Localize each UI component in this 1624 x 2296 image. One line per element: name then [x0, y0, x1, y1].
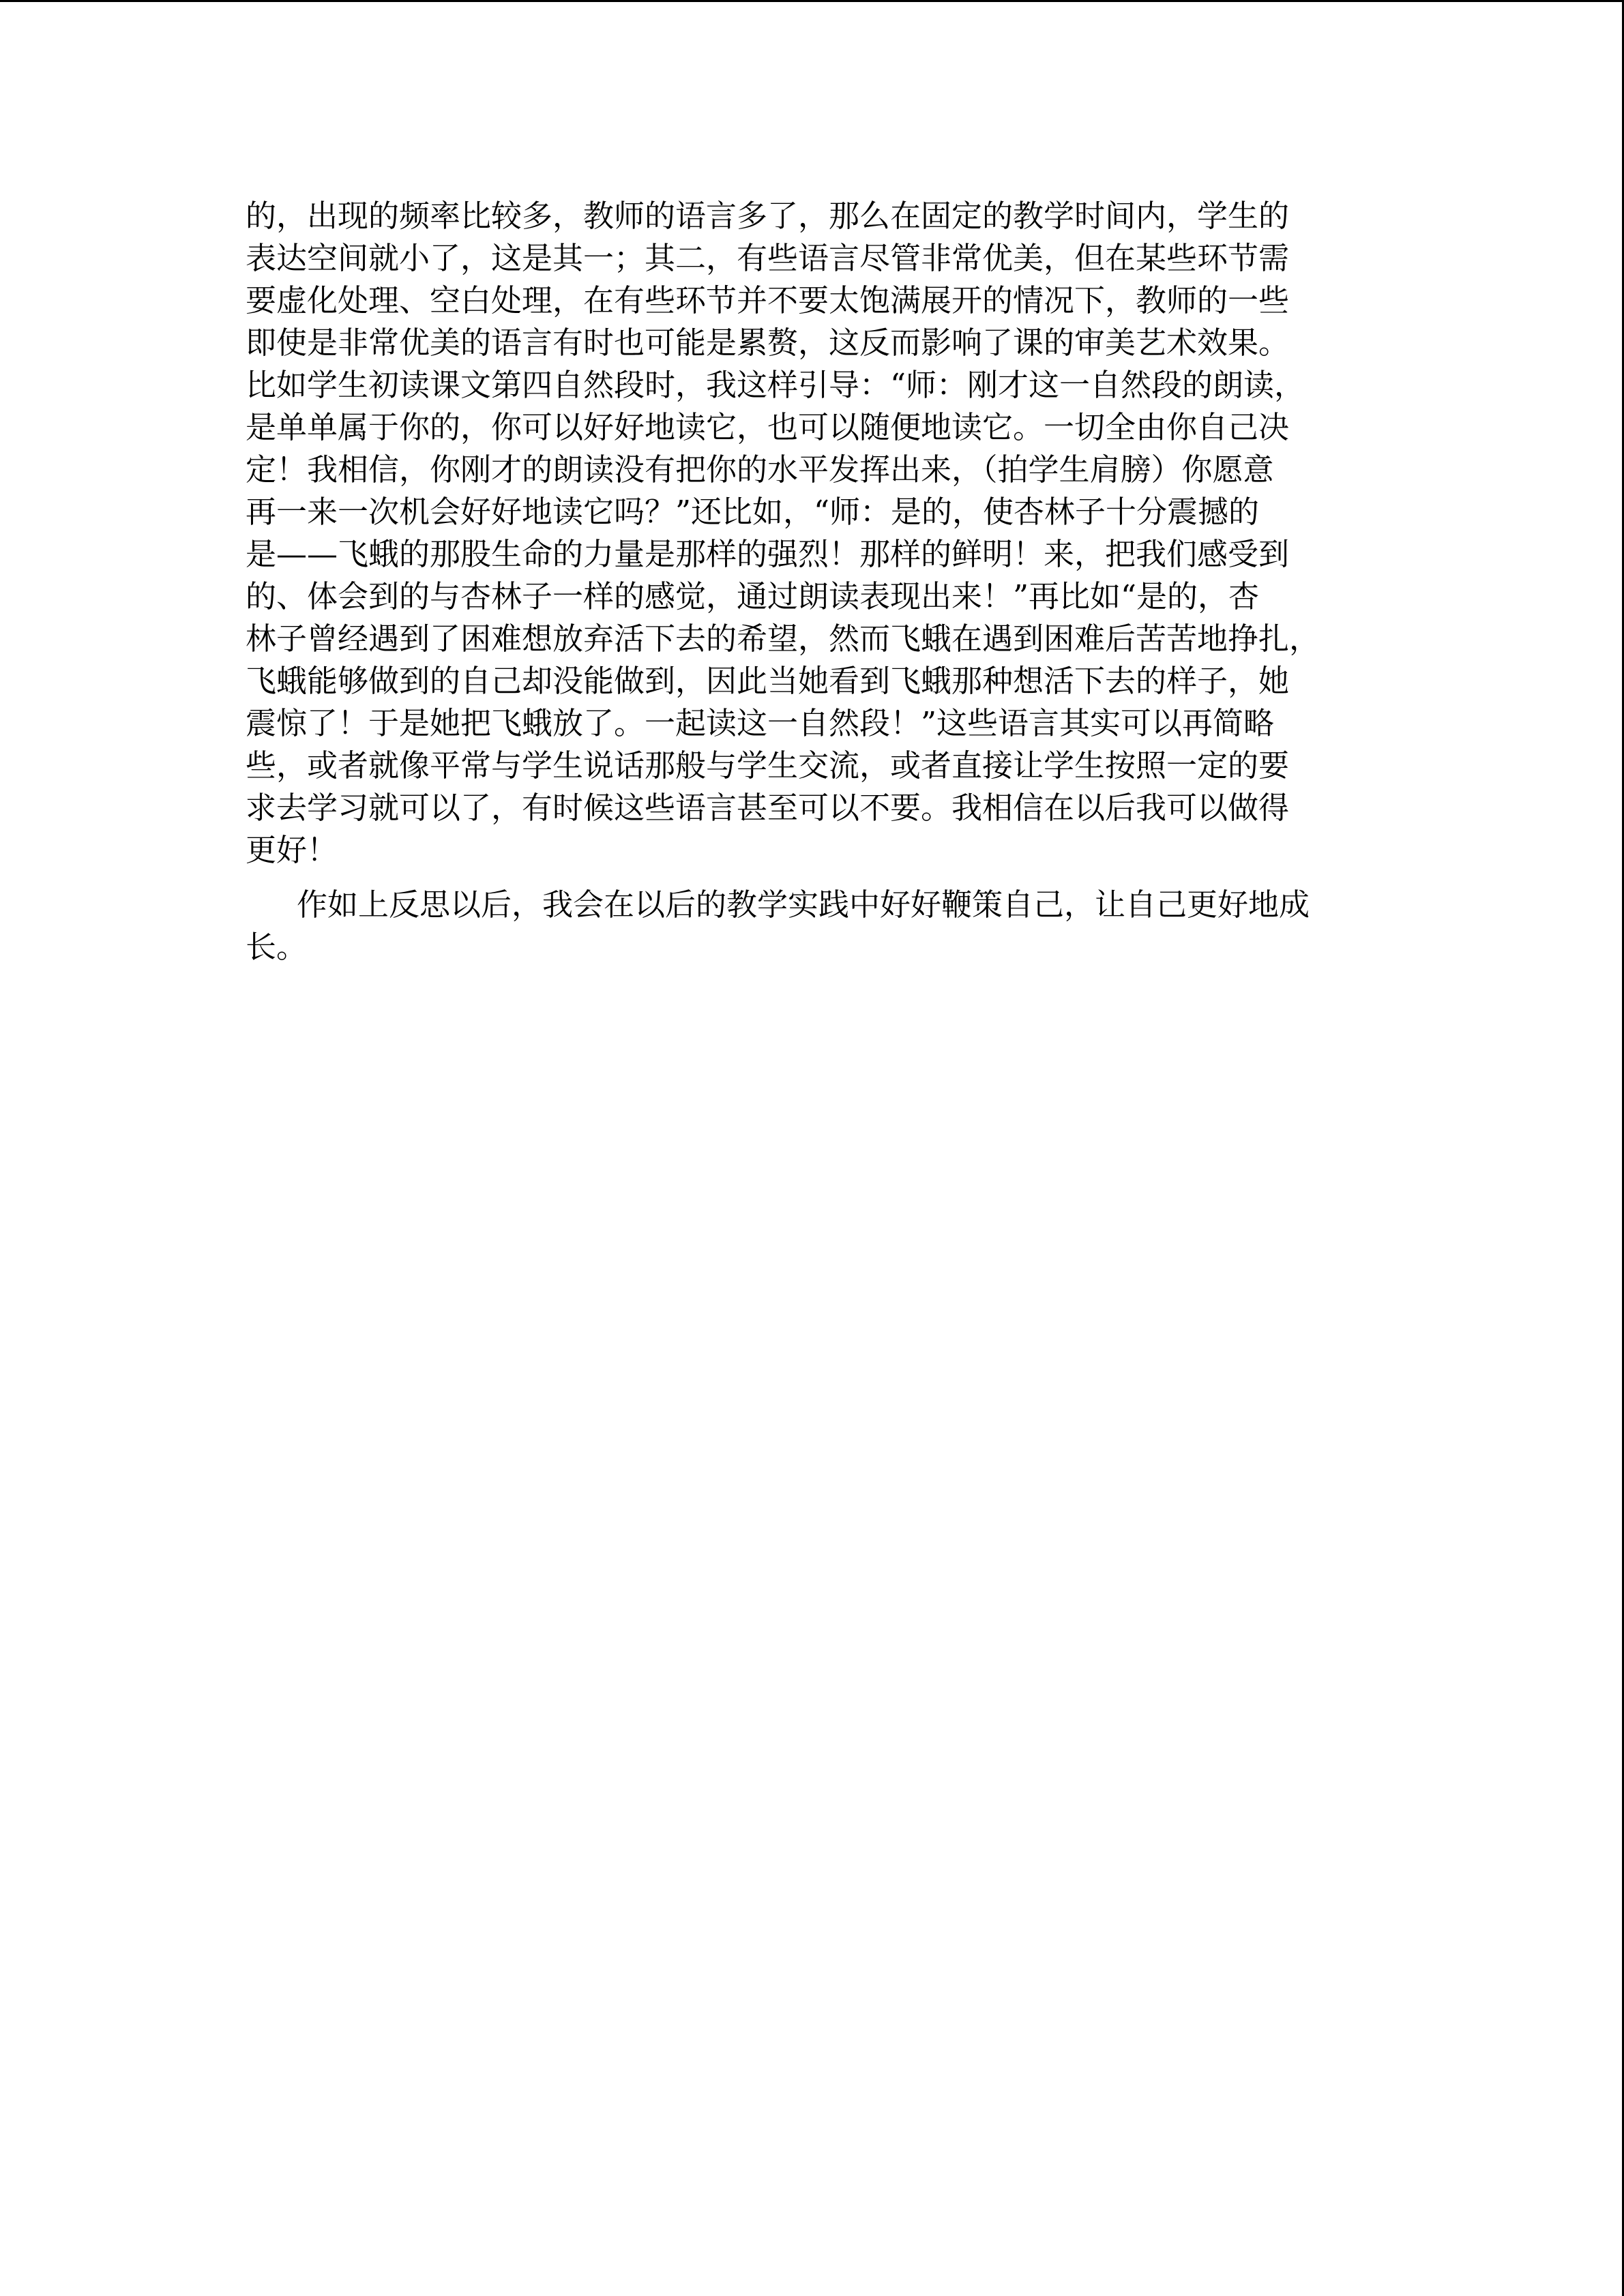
paragraph-1-line: 林子曾经遇到了困难想放弃活下去的希望，然而飞蛾在遇到困难后苦苦地挣扎， — [246, 621, 1320, 657]
paragraph-1-line: 比如学生初读课文第四自然段时，我这样引导：“师：刚才这一自然段的朗读， — [246, 367, 1305, 403]
paragraph-1-line: 的，出现的频率比较多，教师的语言多了，那么在固定的教学时间内，学生的 — [246, 198, 1290, 234]
paragraph-1-line: 表达空间就小了，这是其一；其二，有些语言尽管非常优美，但在某些环节需 — [246, 240, 1290, 276]
paragraph-2 — [246, 884, 1378, 968]
paragraph-2-line: 长。 — [246, 929, 308, 965]
paragraph-1-line: 是——飞蛾的那股生命的力量是那样的强烈！那样的鲜明！来，把我们感受到 — [246, 536, 1290, 572]
paragraph-1-line: 是单单属于你的，你可以好好地读它，也可以随便地读它。一切全由你自己决 — [246, 409, 1290, 445]
paragraph-1-line: 要虚化处理、空白处理，在有些环节并不要太饱满展开的情况下，教师的一些 — [246, 282, 1290, 318]
paragraph-1 — [246, 195, 1378, 871]
paragraph-1-line: 震惊了！于是她把飞蛾放了。一起读这一自然段！”这些语言其实可以再简略 — [246, 705, 1275, 741]
page-body — [246, 195, 1378, 968]
paragraph-1-line: 的、体会到的与杏林子一样的感觉，通过朗读表现出来！”再比如“是的，杏 — [246, 578, 1260, 614]
paragraph-1-line: 定！我相信，你刚才的朗读没有把你的水平发挥出来，（拍学生肩膀）你愿意 — [246, 451, 1274, 488]
paragraph-1-line: 飞蛾能够做到的自己却没能做到，因此当她看到飞蛾那种想活下去的样子，她 — [246, 663, 1290, 699]
paragraph-1-line: 即使是非常优美的语言有时也可能是累赘，这反而影响了课的审美艺术效果。 — [246, 325, 1290, 361]
paragraph-2-line: 作如上反思以后，我会在以后的教学实践中好好鞭策自己，让自己更好地成 — [297, 886, 1310, 923]
paragraph-1-line: 求去学习就可以了，有时候这些语言甚至可以不要。我相信在以后我可以做得 — [246, 790, 1290, 826]
paragraph-1-line: 些，或者就像平常与学生说话那般与学生交流，或者直接让学生按照一定的要 — [246, 747, 1290, 784]
paragraph-1-line: 更好！ — [246, 832, 338, 868]
paragraph-1-line: 再一来一次机会好好地读它吗？”还比如，“师：是的，使杏林子十分震撼的 — [246, 494, 1260, 530]
page-top-border — [0, 0, 1624, 2]
